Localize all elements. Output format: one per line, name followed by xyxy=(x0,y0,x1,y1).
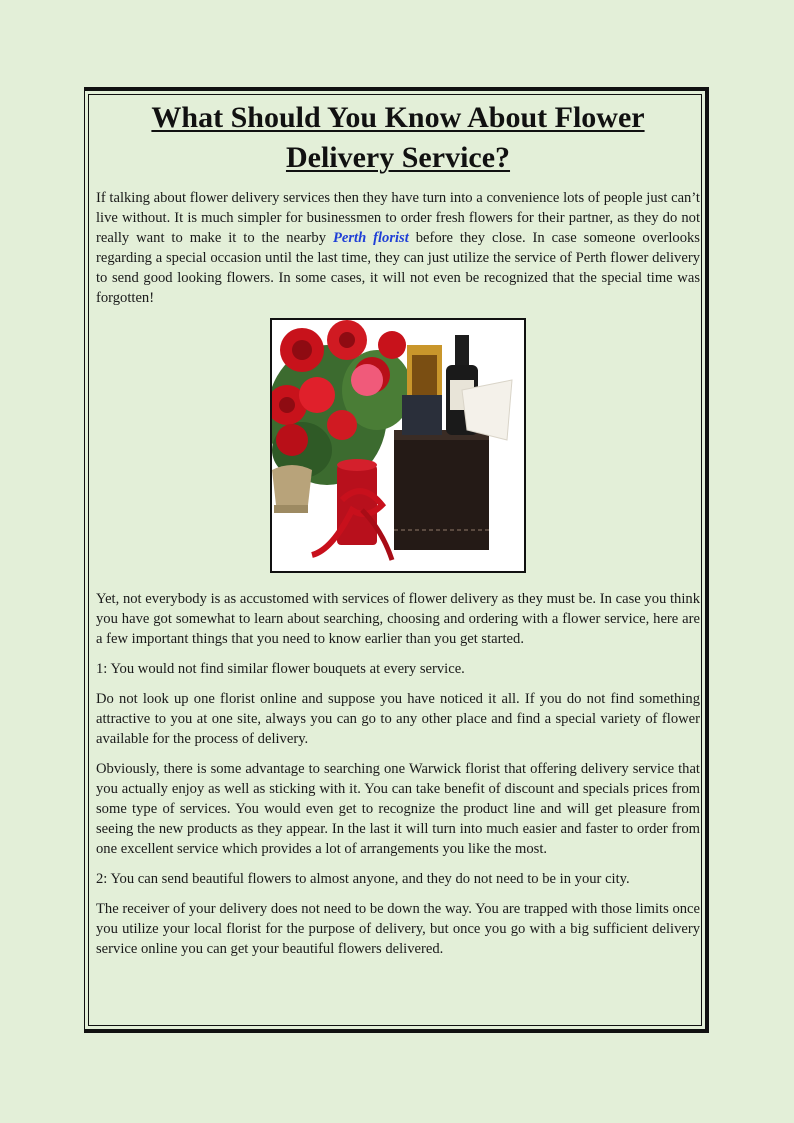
section-heading-2: 2: You can send beautiful flowers to almost anyone, and they do not need to be in your city. xyxy=(96,871,630,887)
intro-paragraph xyxy=(96,188,700,308)
flower-gift-illustration xyxy=(272,320,524,571)
body-paragraph-1: Yet, not everybody is as accustomed with services of flower delivery as they must be. In case you think you have got somewhat to learn about searching, choosing and ordering with a flower service, here are a few important things that you need to know earlier than you get started. xyxy=(96,591,700,647)
article xyxy=(96,96,700,1016)
section-heading-1: 1: You would not find similar flower bouquets at every service. xyxy=(96,661,465,677)
body-paragraph-2: Do not look up one florist online and suppose you have noticed it all. If you do not find something attractive to you at one site, always you can go to any other place and find a special variety of flower available for the process of delivery. xyxy=(96,691,700,747)
intro-text-before: If talking about flower delivery services then they have turn into a convenience lots of people just can’t live without. It is much simpler for businessmen to order fresh flowers for their partner, as they do not really want to make it to the nearby xyxy=(96,190,700,246)
body-paragraph-4: The receiver of your delivery does not need to be down the way. You are trapped with those limits once you utilize your local florist for the purpose of delivery, but once you go with a big sufficient delivery service online you can get your beautiful flowers delivered. xyxy=(96,901,700,957)
intro-text-after: before they close. In case someone overlooks regarding a special occasion until the last time, they can just utilize the service of Perth flower delivery to send good looking flowers. In some cases, it will not even be recognized that the special time was forgotten! xyxy=(96,230,700,306)
article-title: What Should You Know About Flower Delivery Service? xyxy=(151,101,645,174)
perth-florist-link[interactable]: Perth florist xyxy=(332,230,409,246)
photo-container xyxy=(96,318,700,573)
flower-gift-photo xyxy=(270,318,526,573)
body-paragraph-3: Obviously, there is some advantage to searching one Warwick florist that offering delivery service that you actually enjoy as well as sticking with it. You can take benefit of discount and specials prices from some type of services. You would even get to recognize the product line and will get pleasure from seeing the new products as they appear. In the last it will turn into much easier and faster to order from one excellent service which provides a lot of arrangements you like the most. xyxy=(96,761,700,857)
